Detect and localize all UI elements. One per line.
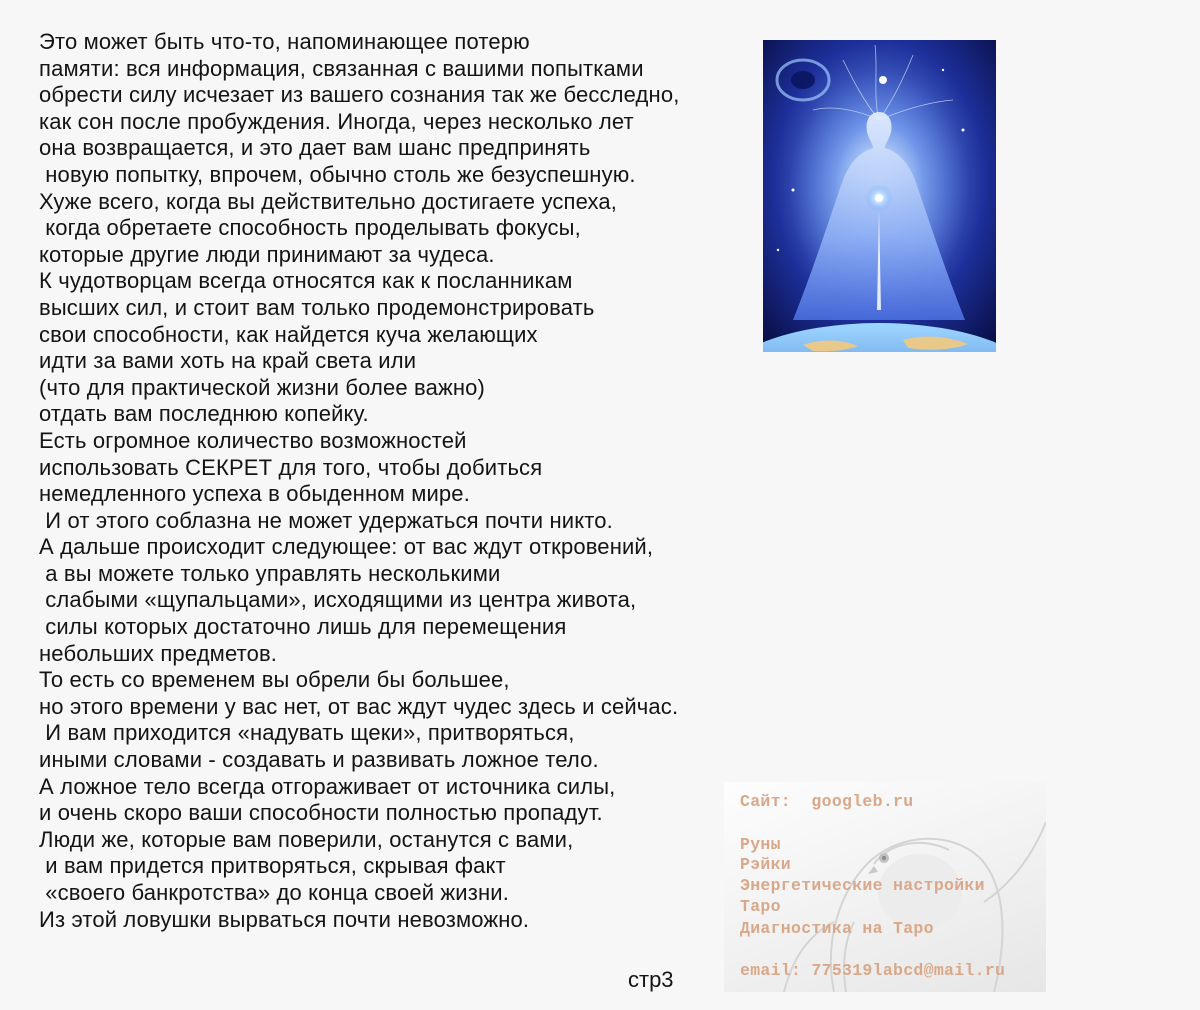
article-body <box>39 29 759 933</box>
text-line: Хуже всего, когда вы действительно достигаете успеха, <box>39 188 618 214</box>
text-line: обрести силу исчезает из вашего сознания так же бесследно, <box>39 82 680 108</box>
advert-email: email: 775319labcd@mail.ru <box>740 961 1006 980</box>
text-line: И вам приходится «надувать щеки», притворяться, <box>39 720 575 746</box>
text-line: идти за вами хоть на край света или <box>39 348 417 374</box>
text-line: но этого времени у вас нет, от вас ждут чудес здесь и сейчас. <box>39 693 679 719</box>
text-line: и очень скоро ваши способности полностью пропадут. <box>39 800 603 826</box>
text-line: она возвращается, и это дает вам шанс предпринять <box>39 135 591 161</box>
advert-service: Энергетические настройки <box>740 876 985 895</box>
text-line: небольших предметов. <box>39 640 278 666</box>
advert-service: Руны <box>740 835 781 854</box>
cosmic-figure-illustration <box>763 40 996 352</box>
text-line: То есть со временем вы обрели бы большее, <box>39 667 510 693</box>
text-line: а вы можете только управлять несколькими <box>39 560 501 586</box>
page-number: стр3 <box>628 967 674 992</box>
text-line: А дальше происходит следующее: от вас ждут откровений, <box>39 534 654 560</box>
text-line: которые другие люди принимают за чудеса. <box>39 241 495 267</box>
advert-service: Рэйки <box>740 855 792 874</box>
text-line: иными словами - создавать и развивать ложное тело. <box>39 747 599 773</box>
advert-service: Таро <box>740 897 781 916</box>
contact-advert <box>724 782 1046 992</box>
text-line: и вам придется притворяться, скрывая факт <box>39 853 506 879</box>
text-line: «своего банкротства» до конца своей жизни. <box>39 880 509 905</box>
text-line: отдать вам последнюю копейку. <box>39 401 369 427</box>
text-line: Люди же, которые вам поверили, останутся с вами, <box>39 826 574 852</box>
text-line: когда обретаете способность проделывать фокусы, <box>39 215 581 241</box>
text-line: высших сил, и стоит вам только продемонстрировать <box>39 294 595 320</box>
text-line: слабыми «щупальцами», исходящими из центра живота, <box>39 587 637 613</box>
text-line: как сон после пробуждения. Иногда, через несколько лет <box>39 108 634 134</box>
text-line: новую попытку, впрочем, обычно столь же безуспешную. <box>39 161 636 187</box>
text-line: немедленного успеха в обыденном мире. <box>39 481 470 507</box>
advert-service: Диагностика на Таро <box>740 919 934 938</box>
text-line: К чудотворцам всегда относятся как к посланникам <box>39 268 573 294</box>
text-line: памяти: вся информация, связанная с вашими попытками <box>39 55 644 81</box>
text-line: Есть огромное количество возможностей <box>39 427 467 453</box>
text-line: (что для практической жизни более важно) <box>39 374 486 400</box>
text-line: А ложное тело всегда отгораживает от источника силы, <box>39 773 616 799</box>
text-line: свои способности, как найдется куча желающих <box>39 321 538 347</box>
text-line: Из этой ловушки вырваться почти невозможно. <box>39 906 530 932</box>
text-line: Это может быть что-то, напоминающее потерю <box>39 29 530 54</box>
advert-site: Сайт: googleb.ru <box>740 792 914 811</box>
text-line: силы которых достаточно лишь для перемещения <box>39 614 567 640</box>
text-line: И от этого соблазна не может удержаться почти никто. <box>39 507 613 533</box>
text-line: использовать СЕКРЕТ для того, чтобы добиться <box>39 454 543 480</box>
